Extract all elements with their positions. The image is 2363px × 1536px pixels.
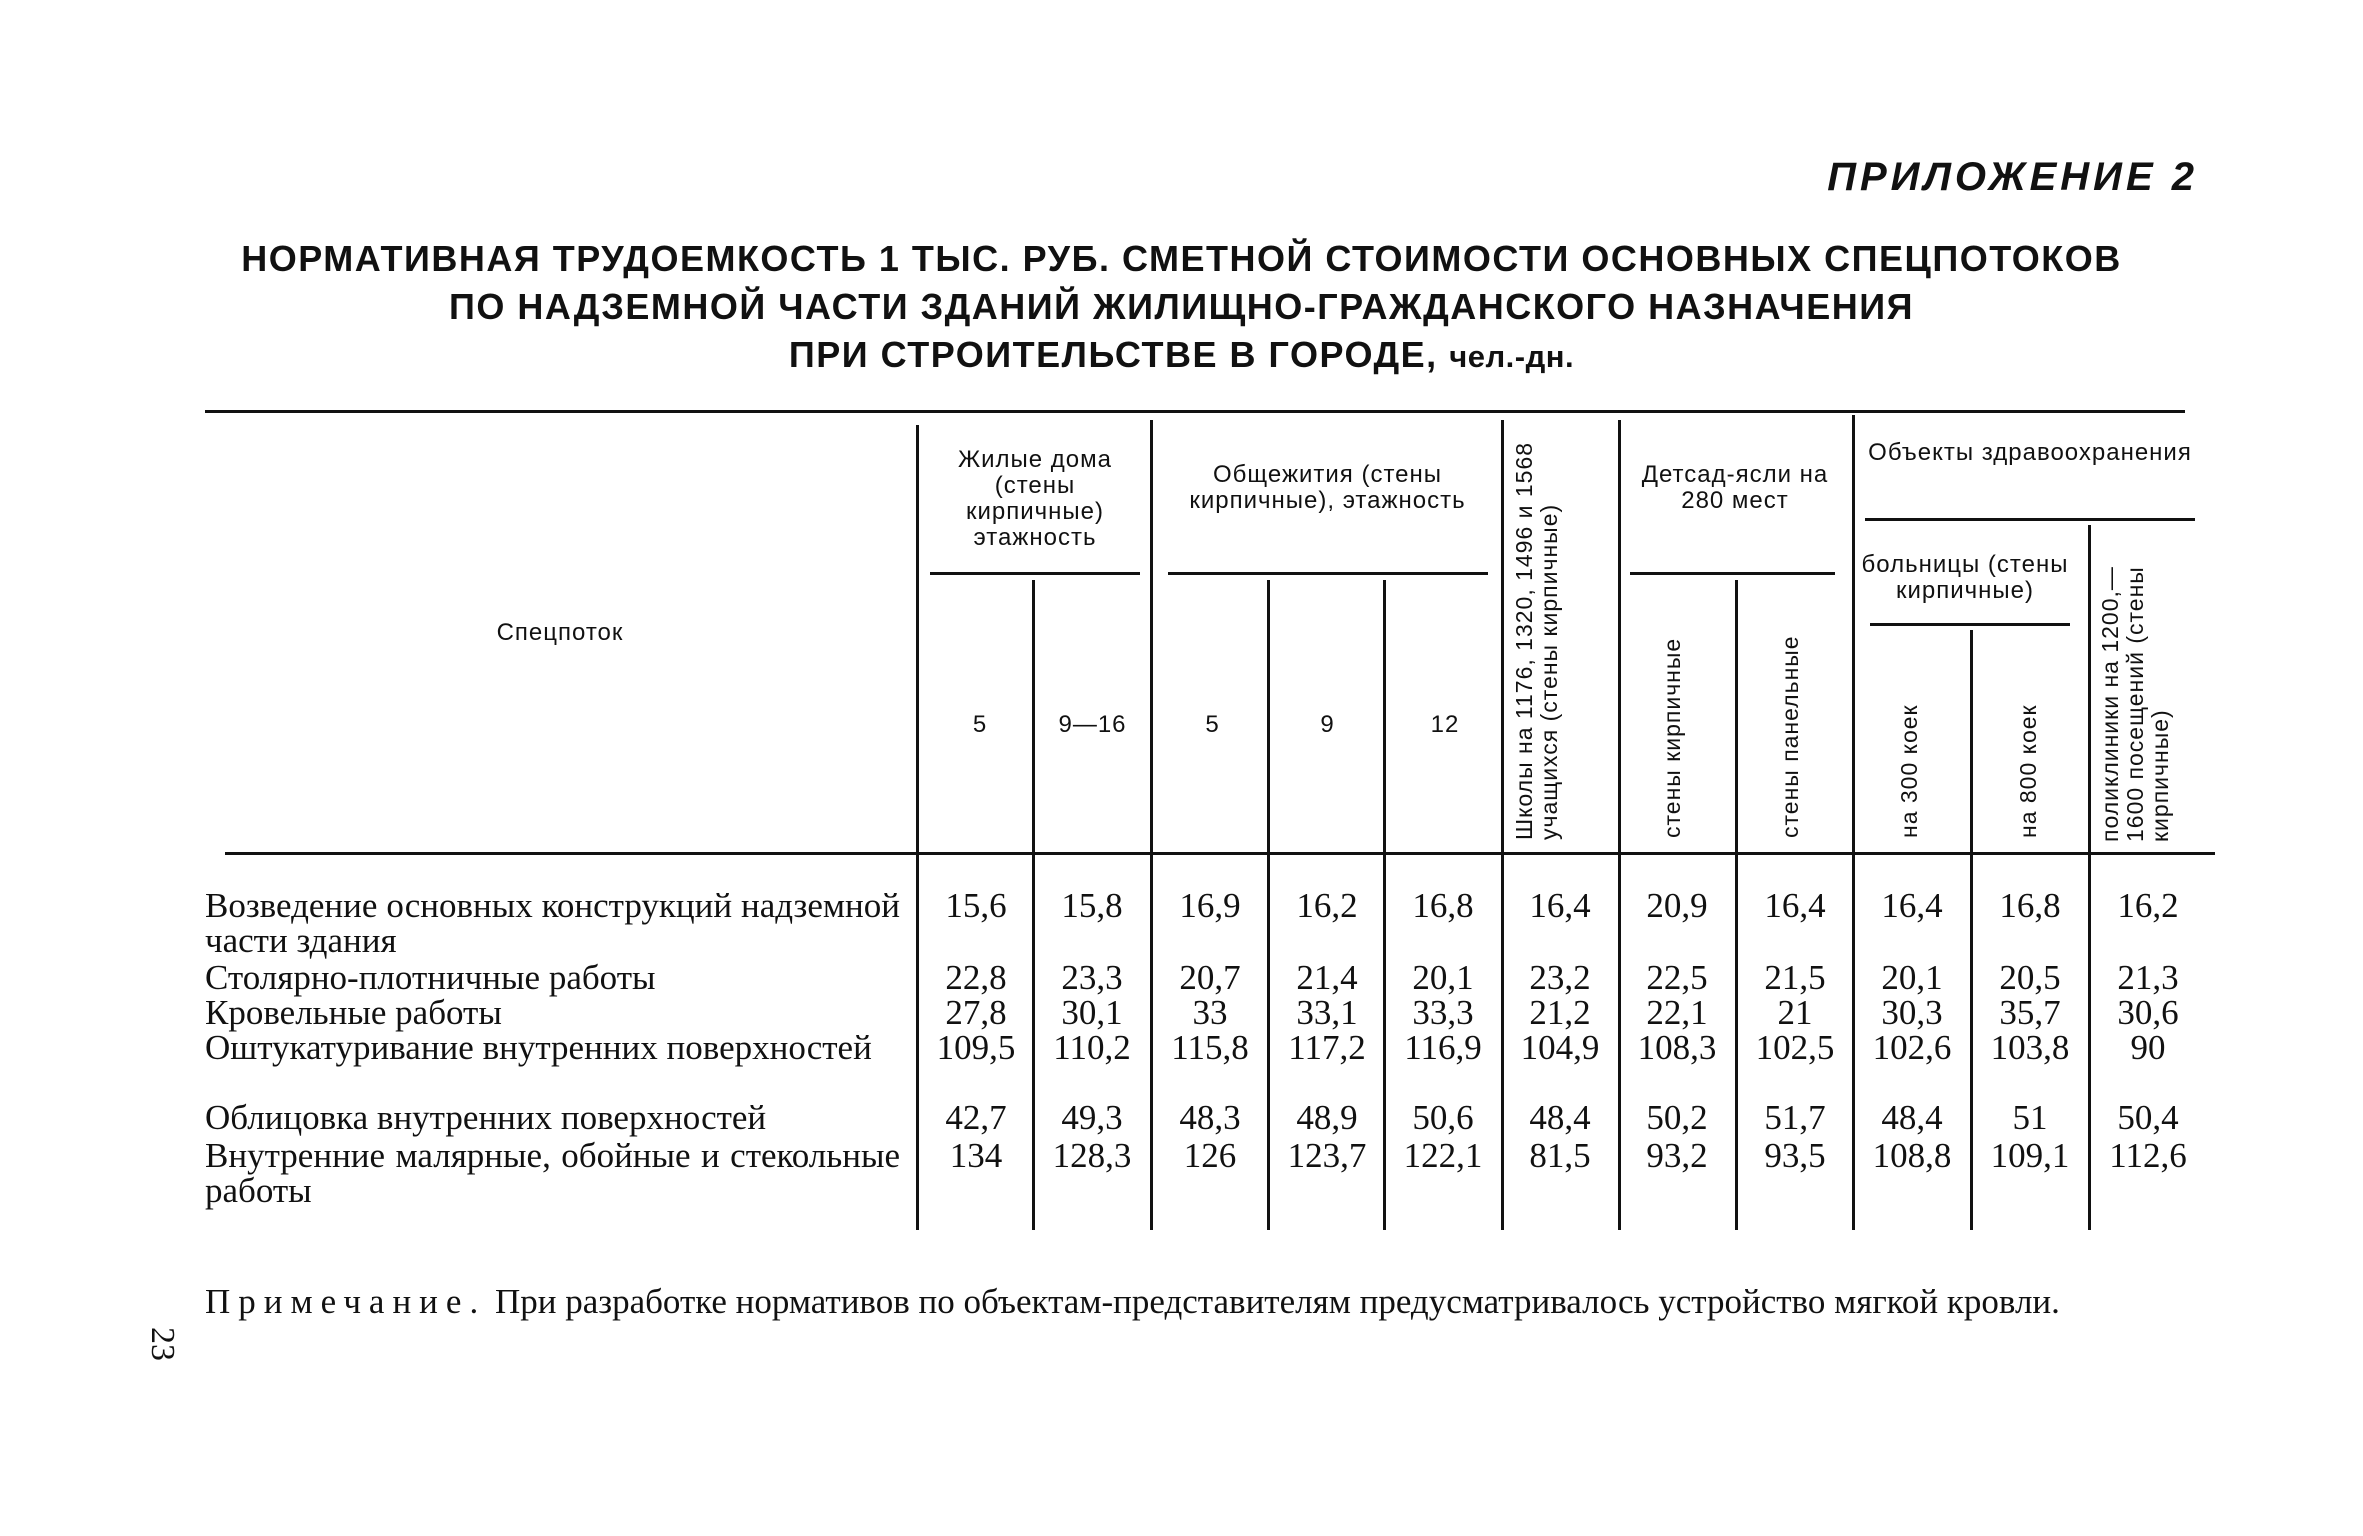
table-cell: 102,5 [1755, 1028, 1835, 1067]
table-cell: 16,2 [2117, 886, 2179, 925]
page-title [160, 235, 2203, 381]
table-cell: 27,8 [945, 993, 1007, 1032]
table-cell: 20,5 [1999, 958, 2061, 997]
subheader-dorm-12: 12 [1430, 711, 1460, 738]
table-header-bottom-rule [225, 852, 2215, 855]
table-cell: 93,2 [1646, 1136, 1708, 1175]
group-underline [1865, 518, 2195, 521]
table-cell: 15,8 [1061, 886, 1123, 925]
table-cell: 49,3 [1061, 1098, 1123, 1137]
group-underline [1630, 572, 1835, 575]
table-cell: 20,1 [1881, 958, 1943, 997]
note-text: При разработке нормативов по объектам-представителям предусматривалось устройство мягкой кровли. [494, 1282, 2060, 1321]
table-cell: 20,1 [1412, 958, 1474, 997]
table-cell: 108,8 [1872, 1136, 1952, 1175]
row-label: Облицовка внутренних поверхностей [205, 1098, 767, 1137]
row-label: Столярно-плотничные работы [205, 958, 656, 997]
table-cell: 42,7 [945, 1098, 1007, 1137]
table-cell: 35,7 [1999, 993, 2061, 1032]
title-line-3-text: ПРИ СТРОИТЕЛЬСТВЕ В ГОРОДЕ, [788, 334, 1438, 375]
subheader-hosp-300: на 300 коек [1896, 704, 1922, 838]
table-cell: 21 [1777, 993, 1813, 1032]
table-cell: 20,9 [1646, 886, 1708, 925]
table-cell: 30,3 [1881, 993, 1943, 1032]
table-cell: 108,3 [1637, 1028, 1717, 1067]
table-cell: 33,3 [1412, 993, 1474, 1032]
group-header-healthcare: Объекты здравоохранения [1868, 439, 2192, 466]
group-header-schools: Школы на 1176, 1320, 1496 и 1568 учащихся (стены кирпичные) [1511, 441, 1562, 840]
table-cell: 23,2 [1529, 958, 1591, 997]
table-cell: 104,9 [1520, 1028, 1600, 1067]
subheader-clinics: поликлиники на 1200,—1600 посещений (стены кирпичные) [2097, 566, 2173, 842]
table-cell: 122,1 [1403, 1136, 1483, 1175]
note-heading: Примечание. [205, 1282, 487, 1321]
group-underline [930, 572, 1140, 575]
table-cell: 16,2 [1296, 886, 1358, 925]
table-cell: 50,2 [1646, 1098, 1708, 1137]
table-cell: 21,3 [2117, 958, 2179, 997]
table-cell: 51,7 [1764, 1098, 1826, 1137]
group-header-kindergarten: Детсад-ясли на 280 мест [1641, 461, 1829, 514]
table-cell: 16,9 [1179, 886, 1241, 925]
table-cell: 50,4 [2117, 1098, 2179, 1137]
table-cell: 21,5 [1764, 958, 1826, 997]
table-cell: 102,6 [1872, 1028, 1952, 1067]
table-cell: 128,3 [1052, 1136, 1132, 1175]
table-cell: 22,1 [1646, 993, 1708, 1032]
row-label: Кровельные работы [205, 993, 502, 1032]
table-cell: 30,6 [2117, 993, 2179, 1032]
group-header-hospitals: больницы (стены кирпичные) [1861, 551, 2069, 604]
table-cell: 15,6 [945, 886, 1007, 925]
table-cell: 109,1 [1990, 1136, 2070, 1175]
table-cell: 21,2 [1529, 993, 1591, 1032]
row-label: Оштукатуривание внутренних поверхностей [205, 1028, 872, 1067]
table-cell: 134 [949, 1136, 1003, 1175]
table-cell: 16,8 [1999, 886, 2061, 925]
group-underline [1870, 623, 2070, 626]
table-cell: 16,4 [1764, 886, 1826, 925]
row-label: Внутренние малярные, обойные и стекольные работы [205, 1136, 900, 1210]
group-header-dormitories: Общежития (стены кирпичные), этажность [1189, 461, 1466, 514]
table-cell: 90 [2130, 1028, 2166, 1067]
appendix-label: ПРИЛОЖЕНИЕ 2 [1827, 155, 2198, 199]
table-cell: 48,4 [1881, 1098, 1943, 1137]
subheader-res-5: 5 [972, 711, 988, 738]
table-cell: 30,1 [1061, 993, 1123, 1032]
table-cell: 22,8 [945, 958, 1007, 997]
stub-header: Спецпоток [496, 619, 624, 646]
group-underline [1168, 572, 1488, 575]
table-cell: 23,3 [1061, 958, 1123, 997]
title-line-1: НОРМАТИВНАЯ ТРУДОЕМКОСТЬ 1 ТЫС. РУБ. СМЕТНОЙ СТОИМОСТИ ОСНОВНЫХ СПЕЦПОТОКОВ [241, 238, 2122, 279]
title-unit: чел.-дн. [1449, 339, 1575, 374]
table-cell: 33,1 [1296, 993, 1358, 1032]
table-cell: 16,8 [1412, 886, 1474, 925]
table-cell: 117,2 [1288, 1028, 1366, 1067]
table-cell: 21,4 [1296, 958, 1358, 997]
table-cell: 16,4 [1529, 886, 1591, 925]
table-cell: 116,9 [1404, 1028, 1482, 1067]
table-cell: 48,9 [1296, 1098, 1358, 1137]
table-cell: 112,6 [2109, 1136, 2187, 1175]
title-line-2: ПО НАДЗЕМНОЙ ЧАСТИ ЗДАНИЙ ЖИЛИЩНО-ГРАЖДАНСКОГО НАЗНАЧЕНИЯ [449, 286, 1914, 327]
table-cell: 115,8 [1171, 1028, 1249, 1067]
table-cell: 93,5 [1764, 1136, 1826, 1175]
table-cell: 22,5 [1646, 958, 1708, 997]
table-cell: 81,5 [1529, 1136, 1591, 1175]
page-number: 23 [144, 1327, 181, 1361]
table-cell: 50,6 [1412, 1098, 1474, 1137]
table-cell: 48,4 [1529, 1098, 1591, 1137]
subheader-kg-brick: стены кирпичные [1659, 637, 1685, 838]
group-header-residential: Жилые дома (стены кирпичные) этажность [957, 446, 1113, 551]
subheader-dorm-5: 5 [1205, 711, 1220, 738]
table-cell: 20,7 [1179, 958, 1241, 997]
table-cell: 109,5 [936, 1028, 1016, 1067]
subheader-res-9-16: 9—16 [1058, 711, 1127, 738]
footnote [205, 1283, 2195, 1321]
table-cell: 110,2 [1053, 1028, 1131, 1067]
table-top-rule [205, 410, 2185, 413]
table-cell: 126 [1183, 1136, 1237, 1175]
row-label: Возведение основных конструкций надземной части здания [205, 886, 900, 960]
subheader-dorm-9: 9 [1320, 711, 1335, 738]
table-cell: 123,7 [1287, 1136, 1367, 1175]
table-cell: 48,3 [1179, 1098, 1241, 1137]
subheader-hosp-800: на 800 коек [2015, 704, 2041, 838]
table-cell: 103,8 [1990, 1028, 2070, 1067]
subheader-kg-panel: стены панельные [1777, 635, 1803, 838]
table-cell: 16,4 [1881, 886, 1943, 925]
table-cell: 51 [2012, 1098, 2048, 1137]
title-line-3 [160, 331, 2203, 381]
table-cell: 33 [1192, 993, 1228, 1032]
